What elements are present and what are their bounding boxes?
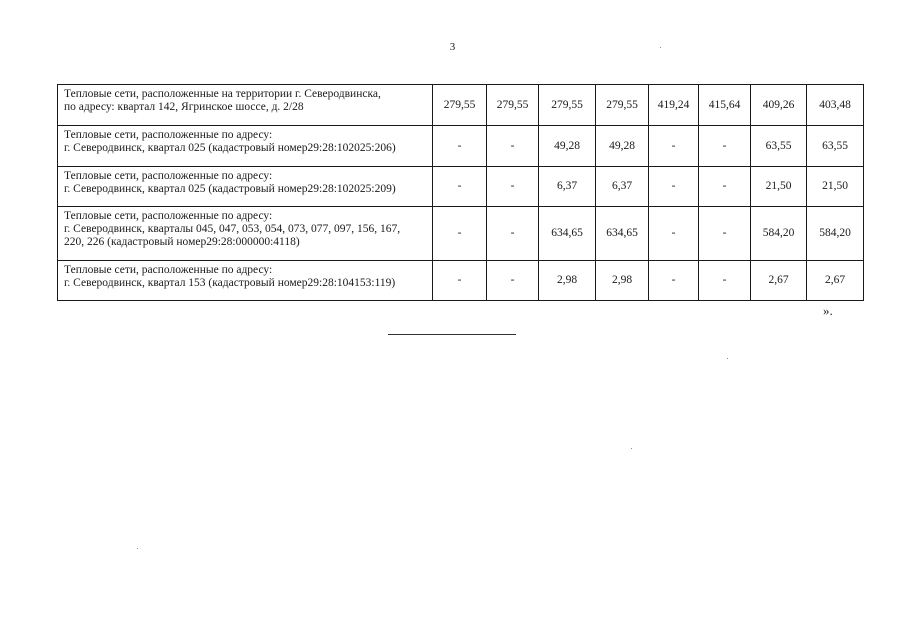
scan-speck xyxy=(660,47,661,48)
value-cell: 279,55 xyxy=(539,85,596,126)
page-number: 3 xyxy=(449,41,456,53)
row-description xyxy=(58,126,433,167)
separator-line xyxy=(388,334,516,335)
description-line: Тепловые сети, расположенные по адресу: xyxy=(64,129,273,141)
value-cell: 21,50 xyxy=(807,167,864,207)
scan-speck xyxy=(137,548,138,549)
value-cell: - xyxy=(487,126,539,167)
value-cell: - xyxy=(487,167,539,207)
value-cell: 584,20 xyxy=(807,207,864,261)
description-line: Тепловые сети, расположенные по адресу: xyxy=(64,264,273,276)
value-cell: 415,64 xyxy=(699,85,751,126)
value-cell: 279,55 xyxy=(487,85,539,126)
value-cell: 584,20 xyxy=(751,207,807,261)
description-line: г. Северодвинск, кварталы 045, 047, 053, 054, 073, 077, 097, 156, 167, xyxy=(64,223,401,235)
value-cell: - xyxy=(487,207,539,261)
description-line: Тепловые сети, расположенные на территории г. Северодвинска, xyxy=(64,88,381,100)
table-row xyxy=(58,261,864,301)
value-cell: 403,48 xyxy=(807,85,864,126)
value-cell: 63,55 xyxy=(751,126,807,167)
value-cell: 409,26 xyxy=(751,85,807,126)
value-cell: 634,65 xyxy=(596,207,649,261)
value-cell: 2,98 xyxy=(539,261,596,301)
value-cell: - xyxy=(649,126,699,167)
description-line: по адресу: квартал 142, Ягринское шоссе, д. 2/28 xyxy=(64,101,304,113)
value-cell: 279,55 xyxy=(433,85,487,126)
value-cell: - xyxy=(699,261,751,301)
value-cell: 21,50 xyxy=(751,167,807,207)
scan-speck xyxy=(727,358,728,359)
value-cell: - xyxy=(487,261,539,301)
value-cell: 6,37 xyxy=(539,167,596,207)
description-line: Тепловые сети, расположенные по адресу: xyxy=(64,210,273,222)
scan-speck xyxy=(631,448,632,449)
tariff-table xyxy=(57,84,864,301)
table-row xyxy=(58,126,864,167)
value-cell: - xyxy=(699,167,751,207)
value-cell: - xyxy=(649,207,699,261)
value-cell: 2,98 xyxy=(596,261,649,301)
description-line: г. Северодвинск, квартал 025 (кадастровый номер29:28:102025:206) xyxy=(64,142,396,154)
value-cell: 419,24 xyxy=(649,85,699,126)
closing-quote: ». xyxy=(823,303,833,318)
table-row xyxy=(58,207,864,261)
description-line: 220, 226 (кадастровый номер29:28:000000:4118) xyxy=(64,236,300,248)
value-cell: - xyxy=(433,126,487,167)
row-description xyxy=(58,85,433,126)
value-cell: 6,37 xyxy=(596,167,649,207)
value-cell: - xyxy=(433,207,487,261)
value-cell: - xyxy=(649,261,699,301)
value-cell: 49,28 xyxy=(539,126,596,167)
value-cell: - xyxy=(649,167,699,207)
table-row xyxy=(58,85,864,126)
description-line: г. Северодвинск, квартал 025 (кадастровый номер29:28:102025:209) xyxy=(64,183,396,195)
table-row xyxy=(58,167,864,207)
value-cell: 634,65 xyxy=(539,207,596,261)
description-line: Тепловые сети, расположенные по адресу: xyxy=(64,170,273,182)
value-cell: - xyxy=(699,207,751,261)
row-description xyxy=(58,261,433,301)
value-cell: - xyxy=(433,167,487,207)
value-cell: 49,28 xyxy=(596,126,649,167)
value-cell: - xyxy=(699,126,751,167)
row-description xyxy=(58,167,433,207)
value-cell: 2,67 xyxy=(807,261,864,301)
value-cell: 63,55 xyxy=(807,126,864,167)
value-cell: 2,67 xyxy=(751,261,807,301)
row-description xyxy=(58,207,433,261)
value-cell: - xyxy=(433,261,487,301)
value-cell: 279,55 xyxy=(596,85,649,126)
description-line: г. Северодвинск, квартал 153 (кадастровый номер29:28:104153:119) xyxy=(64,277,396,289)
